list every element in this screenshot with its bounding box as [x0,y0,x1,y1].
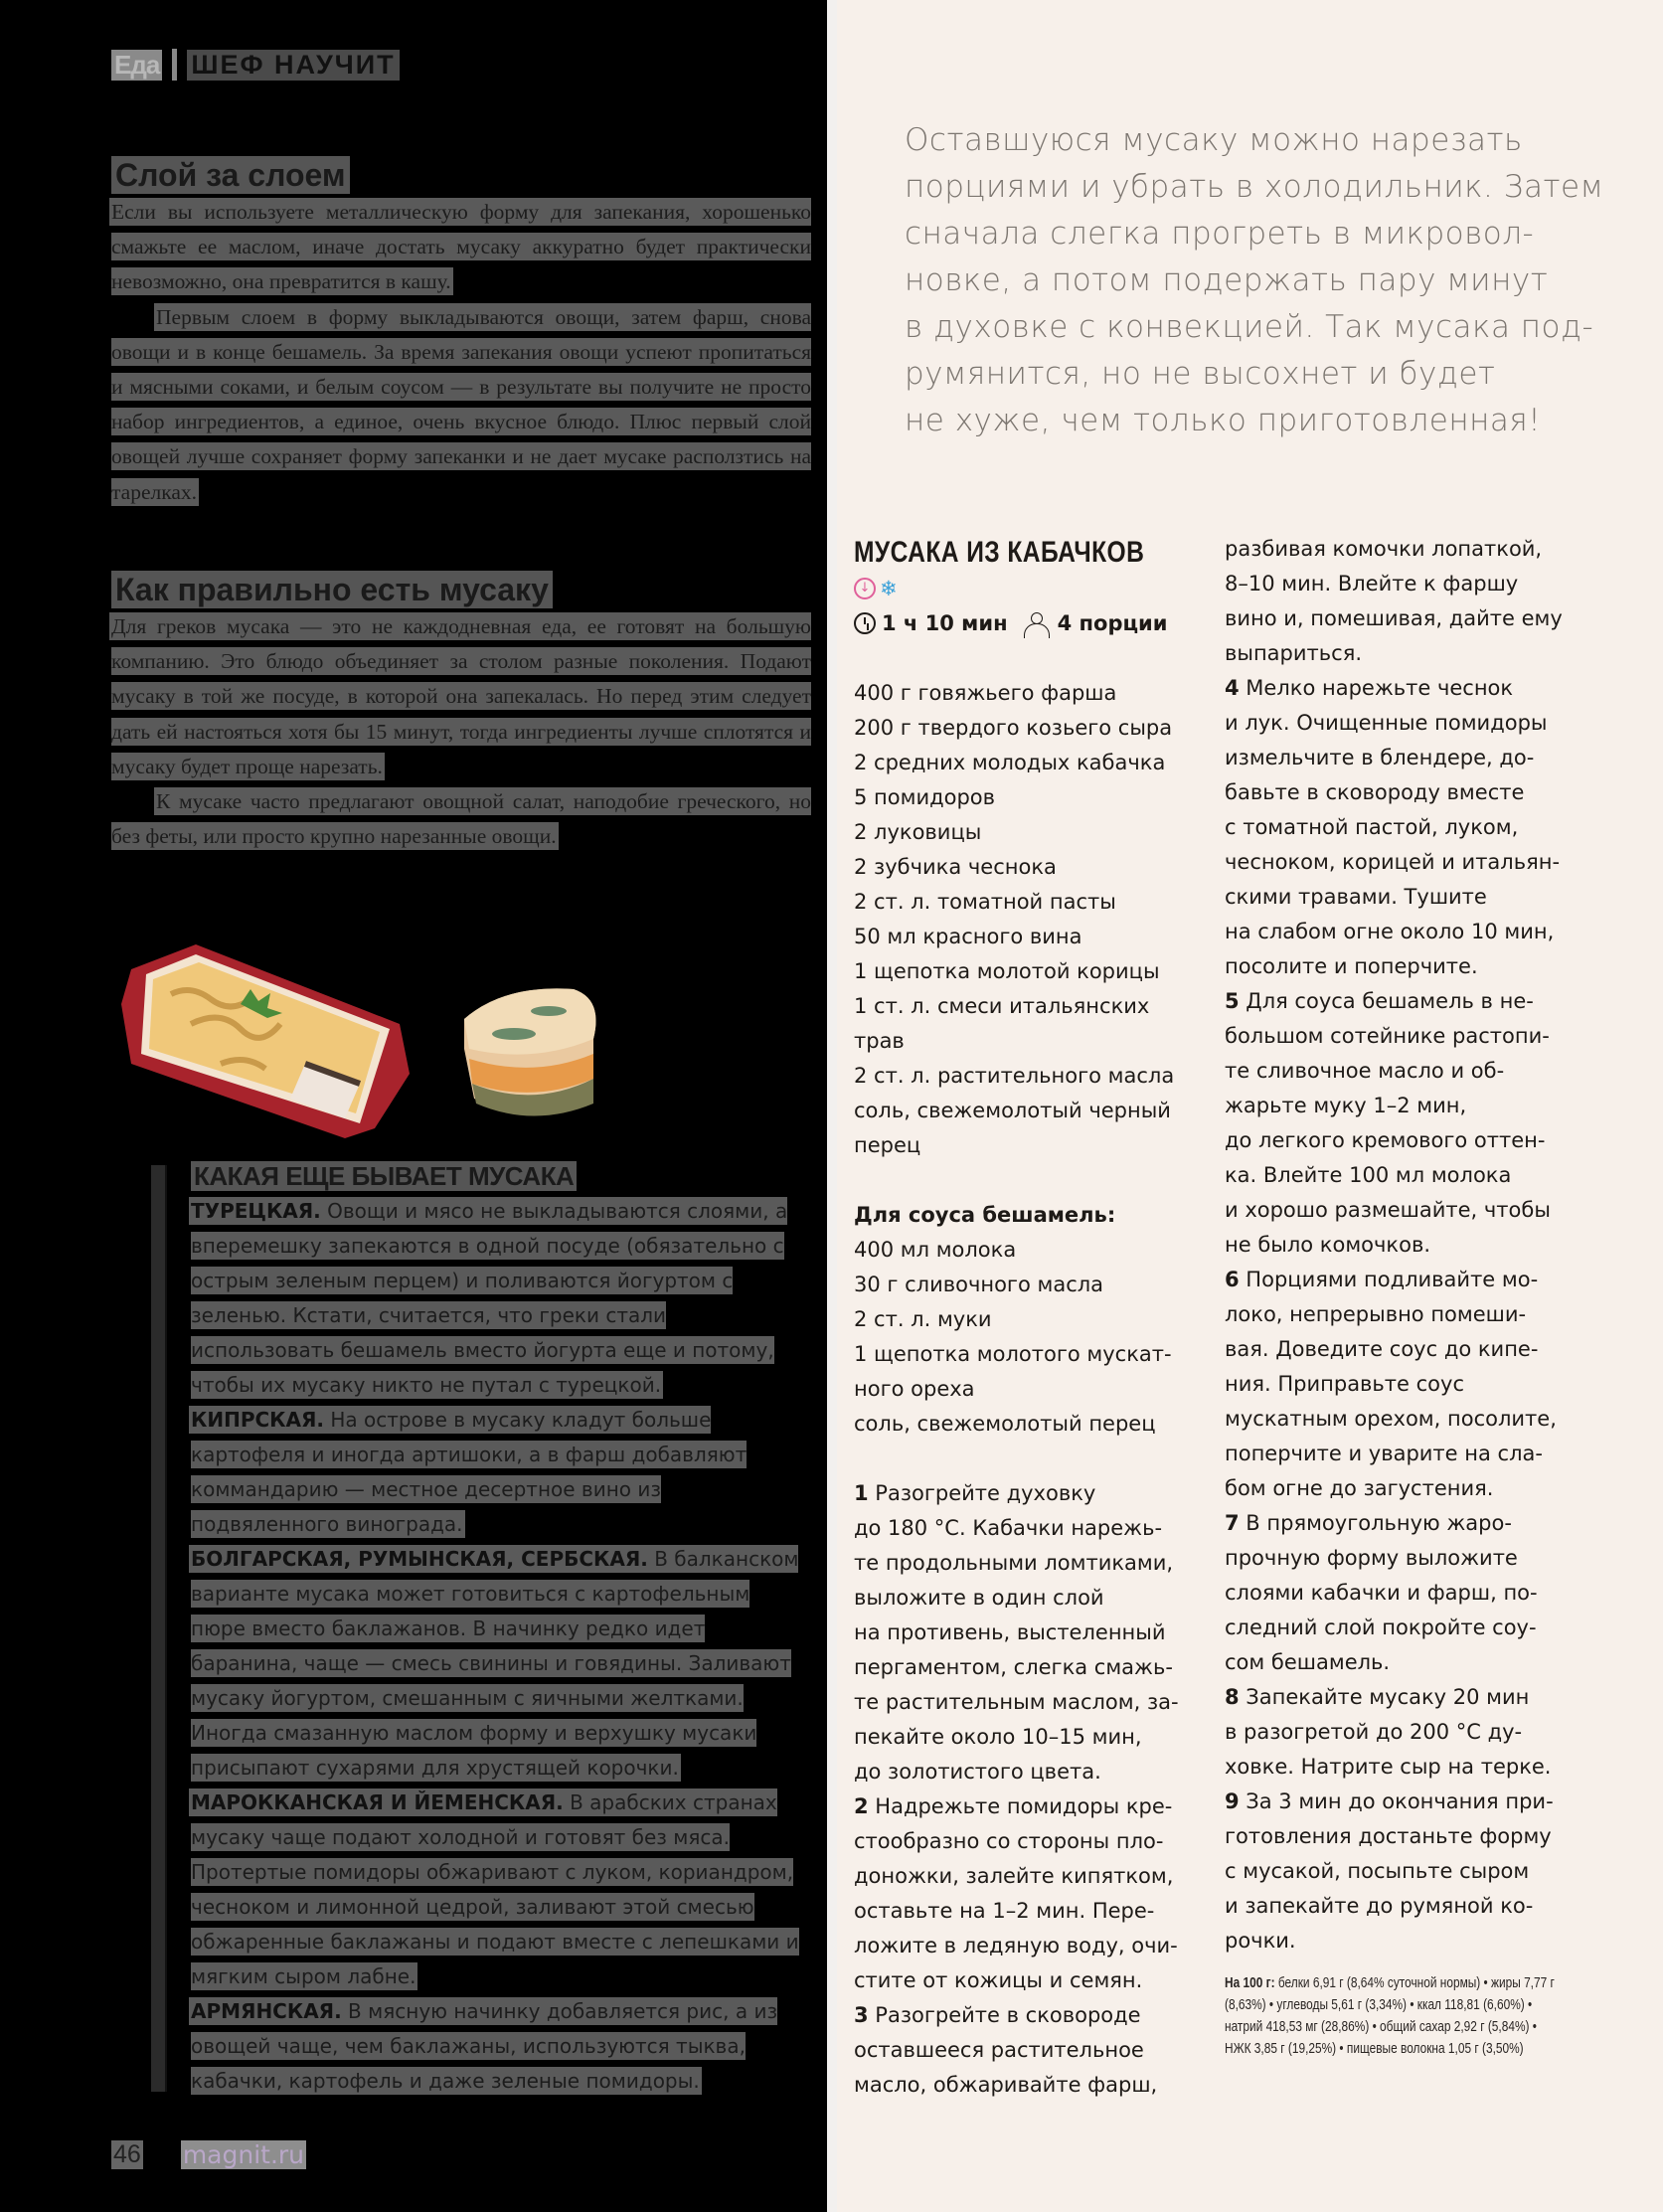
variety-item: ТУРЕЦКАЯ. Овощи и мясо не выкладываются слоями, а вперемешку запекаются в одной посуде (обязательно с острым зеленым перцем) и поливаются йогуртом с зеленью. Кстати, считается, что греки стали использовать бешамель вместо йогурта еще и потому, чтобы их мусаку никто не путал с турецкой. [191,1199,788,1397]
step-line: 3 Разогрейте в сковороде [854,2003,1141,2027]
paragraph: Первым слоем в форму выкладываются овощи, затем фарш, снова овощи и в конце бешамель. За время запекания овощи успеют пропитаться и мясными соками, и белым соусом — в результате вы получите не просто набор ингредиентов, а единое, очень вкусное блюдо. Плюс первый слой овощей лучше сохраняет форму запеканки и не дает мусаке расползтись на тарелках. [111,304,811,504]
baking-dish-icon [121,944,410,1138]
section-body-how-to-eat [111,609,811,854]
ingredient: 50 мл красного вина [854,925,1082,948]
step-line: локо, непрерывно помеши- [1225,1302,1527,1326]
nutrition-label: На 100 г: [1225,1975,1275,1991]
step-line: 5 Для соуса бешамель в не- [1225,989,1534,1013]
step-line: жарьте муку 1–2 мин, [1225,1094,1467,1117]
step-line: масло, обжаривайте фарш, [854,2073,1158,2097]
paragraph: Для греков мусака — это не каждодневная еда, ее готовят на большую компанию. Это блюдо объединяет за столом разные поколения. Подают мусаку в той же посуде, в которой она запекалась. Но перед этим следует дать ей настояться хотя бы 15 минут, тогда ингредиенты лучше сплотятся и мусаку будет проще нарезать. [111,614,811,778]
ingredient: 5 помидоров [854,785,996,809]
sauce-ingredient: 2 ст. л. муки [854,1307,992,1331]
step-line: скими травами. Тушите [1225,885,1487,909]
person-icon [1022,612,1052,634]
ingredient: 200 г твердого козьего сыра [854,716,1173,740]
step-line: доножки, залейте кипятком, [854,1864,1174,1888]
section-body-layers [111,195,811,510]
step-line: сом бешамель. [1225,1650,1391,1674]
step-line: те сливочное масло и об- [1225,1059,1505,1083]
step-line: на противень, выстеленный [854,1620,1166,1644]
step-line: ка. Влейте 100 мл молока [1225,1163,1512,1187]
step-line: не было комочков. [1225,1233,1431,1257]
step-line: и хорошо размешайте, чтобы [1225,1198,1551,1222]
step-line: чесноком, корицей и итальян- [1225,850,1561,874]
step-line: ния. Приправьте соус [1225,1372,1465,1396]
page-gutter [827,0,837,2212]
ingredient: перец [854,1133,921,1157]
step-line: оставшееся растительное [854,2038,1144,2062]
servings: 4 порции [1057,610,1168,635]
clock-icon [854,612,876,634]
step-line: выпариться. [1225,641,1362,665]
step-number: 4 [1225,676,1240,700]
step-line: поперчите и уварите на сла- [1225,1442,1543,1465]
step-line: с томатной пастой, луком, [1225,815,1519,839]
varieties-box [191,1159,807,2099]
sauce-ingredient: ного ореха [854,1377,975,1401]
sauce-ingredient: 400 мл молока [854,1238,1017,1262]
step-line: и запекайте до румяной ко- [1225,1894,1534,1918]
step-line: оставьте на 1–2 мин. Пере- [854,1899,1155,1923]
step-line: вая. Доведите соус до кипе- [1225,1337,1539,1361]
step-line: 2 Надрежьте помидоры кре- [854,1794,1173,1818]
step-line: ложите в ледяную воду, очи- [854,1934,1178,1957]
variety-item: АРМЯНСКАЯ. В мясную начинку добавляется рис, а из овощей чаще, чем баклажаны, используются тыква, кабачки, картофель и даже зеленые помидоры. [191,1999,778,2093]
page-header [111,50,400,80]
step-line: следний слой покройте соу- [1225,1616,1537,1639]
step-line: до золотистого цвета. [854,1760,1101,1784]
sidebar-rule [151,1165,167,2092]
step-line: 1 Разогрейте духовку [854,1481,1096,1505]
recipe-column-1 [854,532,1192,2103]
varieties-title: КАКАЯ ЕЩЕ БЫВАЕТ МУСАКА [191,1161,577,1191]
header-divider [172,49,177,81]
sauce-subheading: Для соуса бешамель: [854,1203,1116,1227]
moussaka-slice-icon [464,988,596,1115]
recipe-column-2 [1225,532,1573,2060]
step-number: 3 [854,2003,869,2027]
paragraph: Если вы используете металлическую форму для запекания, хорошенько смажьте ее маслом, иначе достать мусаку аккуратно будет практически невозможно, она превратится в кашу. [111,200,811,294]
variety-item: МАРОККАНСКАЯ И ЙЕМЕНСКАЯ. В арабских странах мусаку чаще подают холодной и готовят без мяса. Протертые помидоры обжаривают с луком, кориандром, чесноком и лимонной цедрой, заливают этой смесью обжаренные баклажаны и подают вместе с лепешками и мягким сыром лабне. [191,1790,799,1988]
step-line: 9 За 3 мин до окончания при- [1225,1789,1554,1813]
page-footer [111,2140,306,2169]
step-line: рочки. [1225,1929,1296,1953]
step-line: до легкого кремового оттен- [1225,1128,1546,1152]
step-line: 7 В прямоугольную жаро- [1225,1511,1512,1535]
step-number: 9 [1225,1789,1240,1813]
step-number: 2 [854,1794,869,1818]
step-line: готовления достаньте форму [1225,1824,1552,1848]
step-line: разбивая комочки лопаткой, [1225,537,1543,561]
step-line: 4 Мелко нарежьте чеснок [1225,676,1514,700]
recipe-title: МУСАКА ИЗ КАБАЧКОВ [854,536,1145,569]
step-line: 8 Запекайте мусаку 20 мин [1225,1685,1530,1709]
recipe-meta [854,605,1192,641]
ingredient: трав [854,1029,905,1053]
snowflake-icon: ❄ [880,577,898,600]
moussaka-illustration [111,925,718,1153]
step-line: 6 Порциями подливайте мо- [1225,1268,1539,1291]
ingredient: 2 ст. л. томатной пасты [854,890,1116,914]
step-line: большом сотейнике растопи- [1225,1024,1550,1048]
ingredient: 2 зубчика чеснока [854,855,1057,879]
section-heading-layers: Слой за слоем [111,156,350,194]
site-link[interactable]: magnit.ru [182,2140,305,2169]
steps-list-1 [854,1476,1192,2103]
ingredient: соль, свежемолотый черный [854,1099,1171,1122]
step-line: пекайте около 10–15 мин, [854,1725,1142,1749]
steps-list-2 [1225,532,1573,1958]
step-line: слоями кабачки и фарш, по- [1225,1581,1538,1605]
ingredient: 2 ст. л. растительного масла [854,1064,1175,1088]
ingredient: 400 г говяжьего фарша [854,681,1117,705]
paragraph: К мусаке часто предлагают овощной салат, наподобие греческого, но без феты, или просто крупно нарезанные овощи. [111,789,811,849]
step-line: те растительным маслом, за- [854,1690,1179,1714]
recipe-badges [854,576,1192,601]
step-line: в разогретой до 200 °C ду- [1225,1720,1523,1744]
step-line: 8–10 мин. Влейте к фаршу [1225,572,1519,596]
sauce-ingredient: соль, свежемолотый перец [854,1412,1156,1436]
nutrition-facts: На 100 г: белки 6,91 г (8,64% суточной нормы) • жиры 7,77 г (8,63%) • углеводы 5,61 г (3,34%) • ккал 118,81 (6,60%) • натрий 418,53 мг (28,86%) • общий сахар 2,92 г (5,84%) • НЖК 3,85 г (19,25%) • пищевые волокна 1,05 г (3,50%) [1225,1975,1555,2057]
sauce-ingredient: 30 г сливочного масла [854,1273,1104,1296]
step-line: ховке. Натрите сыр на терке. [1225,1755,1552,1779]
step-line: стообразно со стороны пло- [854,1829,1164,1853]
cook-time: 1 ч 10 мин [882,610,1008,635]
variety-item: БОЛГАРСКАЯ, РУМЫНСКАЯ, СЕРБСКАЯ. В балканском варианте мусака может готовиться с картофельным пюре вместо баклажанов. В начинку редко идет баранина, чаще — смесь свинины и говядины. Заливают мусаку йогуртом, смешанным с яичными желтками. Иногда смазанную маслом форму и верхушку мусаки присыпают сухарями для хрустящей корочки. [191,1547,799,1780]
ingredient: 1 щепотка молотой корицы [854,959,1160,983]
step-line: пергаментом, слегка смажь- [854,1655,1173,1679]
step-line: вино и, помешивая, дайте ему [1225,606,1563,630]
step-line: посолите и поперчите. [1225,954,1478,978]
step-number: 5 [1225,989,1240,1013]
step-number: 1 [854,1481,869,1505]
ingredient: 1 ст. л. смеси итальянских [854,994,1150,1018]
step-line: с мусакой, посыпьте сыром [1225,1859,1530,1883]
magazine-logo: Еда [111,50,162,81]
step-number: 8 [1225,1685,1240,1709]
step-number: 7 [1225,1511,1240,1535]
step-line: выложите в один слой [854,1586,1104,1610]
step-line: и лук. Очищенные помидоры [1225,711,1548,735]
step-line: бавьте в сковороду вместе [1225,780,1525,804]
ingredient: 2 луковицы [854,820,982,844]
sauce-ingredient: 1 щепотка молотого мускат- [854,1342,1172,1366]
step-line: бом огне до загустения. [1225,1476,1494,1500]
step-line: измельчите в блендере, до- [1225,746,1535,769]
step-line: на слабом огне около 10 мин, [1225,920,1555,943]
step-line: те продольными ломтиками, [854,1551,1174,1575]
section-title: ШЕФ НАУЧИТ [187,50,399,81]
section-heading-how-to-eat: Как правильно есть мусаку [111,571,553,608]
page-number: 46 [113,2140,141,2168]
step-number: 6 [1225,1268,1240,1291]
step-line: стите от кожицы и семян. [854,1968,1143,1992]
step-line: прочную форму выложите [1225,1546,1518,1570]
arrow-down-badge-icon: ↓ [854,578,876,599]
tip-quote: Оставшуюся мусаку можно нарезать порциями и убрать в холодильник. Затем сначала слегка прогреть в микровол- новке, а потом подержать пару минут в духовке с конвекцией. Так мусака под- румянится, но не высохнет и будет не хуже, чем только приготовленная! [905,122,1604,438]
step-line: до 180 °C. Кабачки нарежь- [854,1516,1163,1540]
step-line: мускатным орехом, посолите, [1225,1407,1557,1431]
ingredient: 2 средних молодых кабачка [854,751,1166,774]
variety-item: КИПРСКАЯ. На острове в мусаку кладут больше картофеля и иногда артишоки, а в фарш добавляют коммандарию — местное десертное вино из подвяленного винограда. [191,1408,748,1536]
